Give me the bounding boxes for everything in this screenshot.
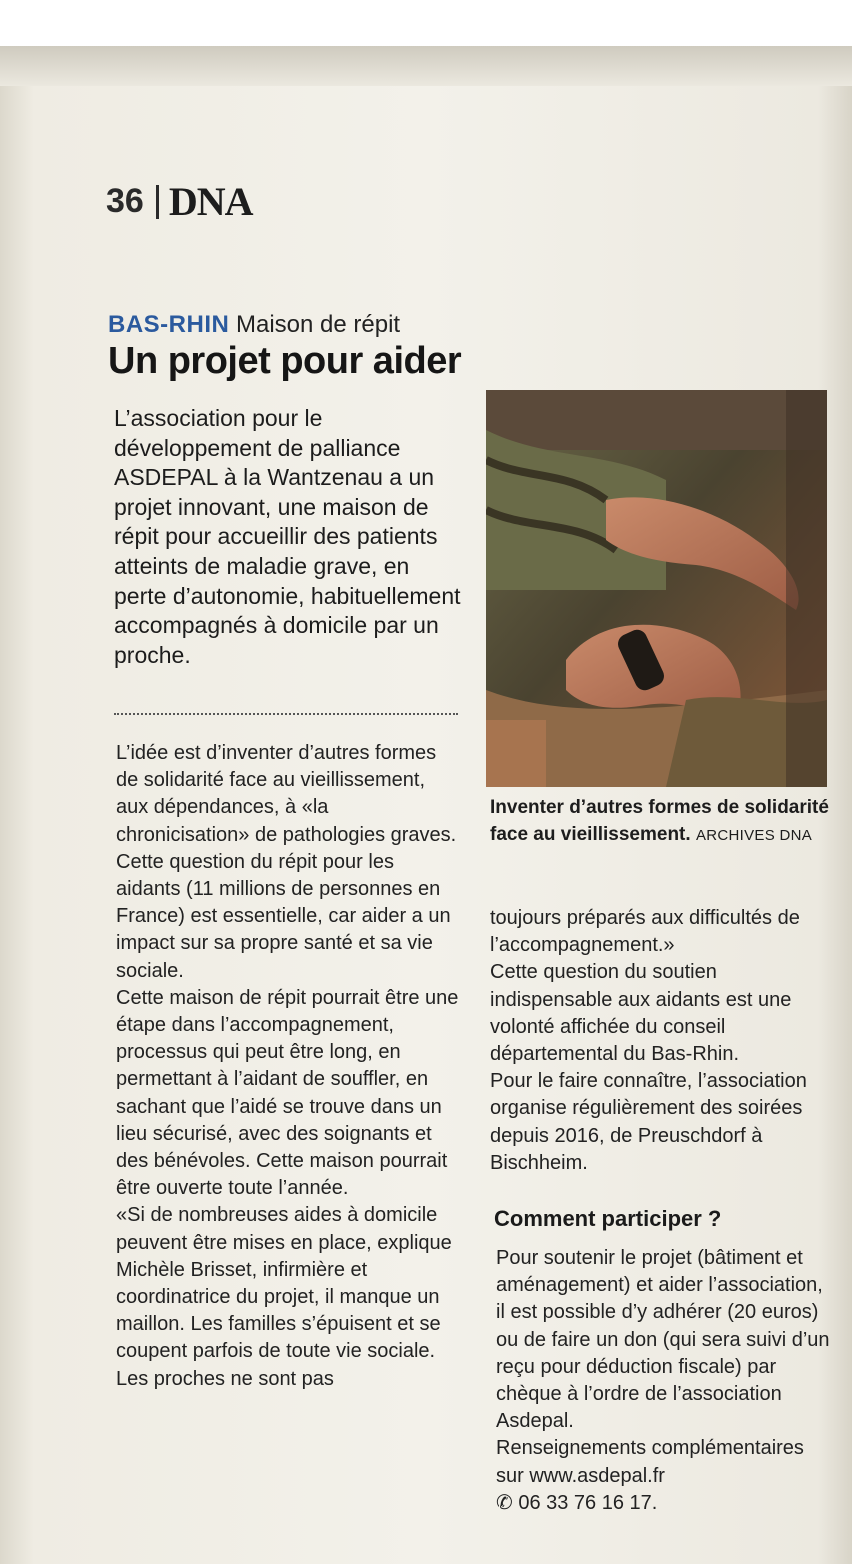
- paragraph: Cette question du répit pour les aidants (11 millions de personnes en France) est essentielle, car aider a un impact sur sa propre santé et sa vie sociale.: [116, 850, 451, 982]
- body-column-1: [116, 740, 461, 1393]
- paragraph: Cette question du soutien indispensable aux aidants est une volonté affichée du conseil départemental du Bas-Rhin.: [490, 961, 792, 1066]
- photo-credit: ARCHIVES DNA: [695, 827, 813, 844]
- lead-divider: [114, 713, 458, 715]
- caption-text: Inventer d’autres formes de solidarité face au vieillissement.: [490, 797, 829, 845]
- article-lead: L’association pour le développement de palliance ASDEPAL à la Wantzenau a un projet innovant, une maison de répit pour accueillir des patients atteints de maladie grave, en perte d’autonomie, habituellement accompagnés à domicile par un proche.: [114, 405, 461, 668]
- paragraph: L’idée est d’inventer d’autres formes de solidarité face au vieillissement, aux dépendances, à «la chronicisation» de pathologies graves.: [116, 742, 457, 846]
- newspaper-logo: DNA: [168, 179, 253, 224]
- participation-section: [496, 1245, 836, 1517]
- paragraph: toujours préparés aux difficultés de l’accompagnement.»: [490, 907, 800, 957]
- paragraph: «Si de nombreuses aides à domicile peuvent être mises en place, explique Michèle Brisset, infirmière et coordinatrice du projet, il manque un maillon. Les familles s’épuisent et se coupent parfois de toute vie sociale. Les proches ne sont pas: [116, 1204, 452, 1390]
- header-divider: [156, 185, 159, 219]
- paragraph: Pour soutenir le projet (bâtiment et aménagement) et aider l’association, il est possible d’y adhérer (20 euros) ou de faire un don (qui sera suivi d’un reçu pour déduction fiscale) par chèque à l’ordre de l’association Asdepal.: [496, 1247, 830, 1433]
- page-header: [106, 178, 253, 225]
- paragraph: Cette maison de répit pourrait être une étape dans l’accompagnement, processus qui peut être long, en permettant à l’aidant de souffler, en sachant que l’aidé se trouve dans un lieu sécurisé, avec des soignants et des bénévoles. Cette maison pourrait être ouverte toute l’année.: [116, 986, 459, 1200]
- phone-number: ✆ 06 33 76 16 17.: [496, 1491, 658, 1514]
- page-number: 36: [106, 182, 144, 220]
- topic-label: Maison de répit: [236, 311, 401, 338]
- article-photo: [486, 390, 827, 787]
- region-label: BAS-RHIN: [108, 311, 230, 338]
- page-fold: [0, 46, 852, 86]
- paragraph: Renseignements complémentaires sur www.asdepal.fr: [496, 1437, 804, 1487]
- photo-caption: [490, 794, 830, 849]
- body-column-2: [490, 905, 835, 1177]
- photo-hands-cane: [486, 390, 827, 787]
- article-kicker: [108, 311, 400, 339]
- scan-margin: [0, 0, 852, 46]
- article-title: Un projet pour aider: [108, 340, 462, 382]
- paragraph: Pour le faire connaître, l’association organise régulièrement des soirées depuis 2016, de Preuschdorf à Bischheim.: [490, 1070, 807, 1174]
- section-subhead: Comment participer ?: [494, 1206, 722, 1231]
